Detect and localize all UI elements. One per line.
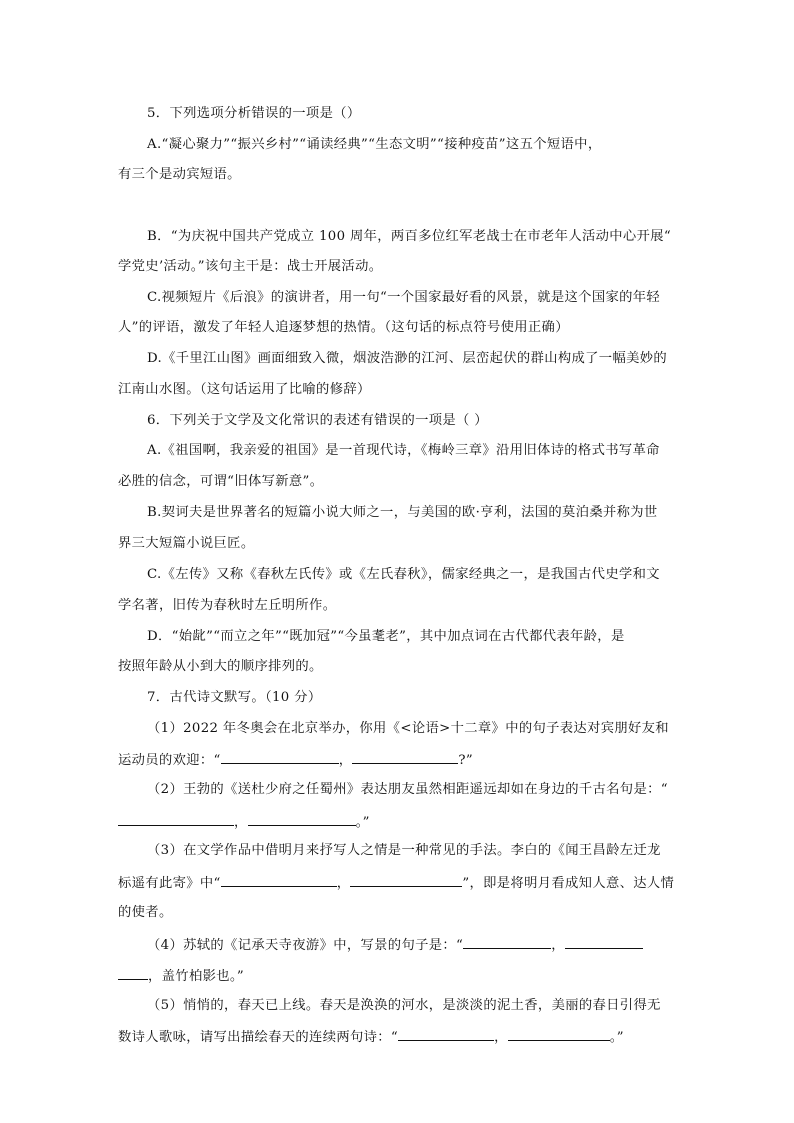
q7-part2-separator: ， [234, 815, 248, 830]
q5-option-c-line1: C.视频短片《后浪》的演讲者，用一句“一个国家最好看的风景，就是这个国家的年轻 [147, 290, 661, 305]
q5-option-b-line2: 学党史’活动。”该句主干是：战士开展活动。 [118, 259, 383, 274]
q7-part5-suffix: 。” [609, 1030, 624, 1045]
q7-part2-line2 [118, 812, 370, 832]
answer-blank[interactable] [508, 1027, 610, 1041]
answer-blank[interactable] [398, 1027, 494, 1041]
answer-blank[interactable] [248, 812, 356, 826]
q7-part1-suffix: ?” [458, 753, 473, 768]
answer-blank[interactable] [463, 935, 551, 949]
q5-option-d-line2: 江南山水图。（这句话运用了比喻的修辞） [118, 382, 371, 397]
q7-part3-line1: （3）在文学作品中借明月来抒写人之情是一种常见的手法。李白的《闻王昌龄左迁龙 [147, 843, 661, 858]
q7-stem: 7．古代诗文默写。（10 分） [147, 690, 322, 705]
q7-part4-prefix: （4）苏轼的《记承天寺夜游》中，写景的句子是：“ [147, 938, 464, 953]
q7-part1-prefix: 运动员的欢迎：“ [118, 753, 221, 768]
q7-part3-prefix: 标遥有此寄》中“ [118, 876, 221, 891]
q6-option-a-line1: A.《祖国啊，我亲爱的祖国》是一首现代诗，《梅岭三章》沿用旧体诗的格式书写革命 [147, 443, 660, 458]
answer-blank[interactable] [350, 873, 462, 887]
q5-stem: 5．下列选项分析错误的一项是（） [147, 106, 361, 121]
answer-blank[interactable] [221, 873, 337, 887]
answer-blank[interactable] [118, 966, 148, 980]
q7-part5-line1: （5）悄悄的，春天已上线。春天是涣涣的河水，是淡淡的泥土香，美丽的春日引得无 [147, 998, 661, 1013]
q7-part5-line2 [118, 1027, 624, 1047]
q7-part2-suffix: 。” [355, 815, 370, 830]
answer-blank[interactable] [565, 935, 643, 949]
q7-part4-line2 [118, 966, 244, 986]
q7-part5-prefix: 数诗人歌咏，请写出描绘春天的连续两句诗：“ [118, 1030, 399, 1045]
q7-part1-line1: （1）2022 年冬奥会在北京举办，你用《<论语>十二章》中的句子表达对宾朋好友和 [147, 721, 669, 736]
q7-part5-separator: ， [494, 1030, 508, 1045]
q6-option-d-line2: 按照年龄从小到大的顺序排列的。 [118, 659, 323, 674]
q5-option-d-line1: D.《千里江山图》画面细致入微，烟波浩渺的江河、层峦起伏的群山构成了一幅美妙的 [147, 351, 668, 366]
q7-part4-separator: ， [551, 938, 565, 953]
q7-part3-suffix: ”，即是将明月看成知人意、达人情 [462, 876, 675, 891]
q5-option-a-line2: 有三个是动宾短语。 [118, 167, 241, 182]
q6-option-b-line2: 界三大短篇小说巨匠。 [118, 536, 255, 551]
q7-part2-line1: （2）王勃的《送杜少府之任蜀州》表达朋友虽然相距遥远却如在身边的千古名句是：“ [147, 782, 668, 797]
q7-part1-separator: ， [338, 753, 353, 768]
q7-part4-line1 [147, 935, 643, 955]
q7-part3-line3: 的使者。 [118, 905, 173, 920]
answer-blank[interactable] [221, 750, 339, 764]
q7-part1-line2 [118, 750, 473, 770]
q6-option-c-line1: C.《左传》又称《春秋左氏传》或《左氏春秋》，儒家经典之一，是我国古代史学和文 [147, 567, 660, 582]
q7-part3-line2 [118, 873, 674, 893]
q7-part3-separator: ， [336, 876, 351, 891]
q5-option-a-line1: A.“凝心聚力”“振兴乡村”“诵读经典”“生态文明”“接种疫苗”这五个短语中， [147, 137, 602, 152]
q6-option-c-line2: 学名著，旧传为春秋时左丘明所作。 [118, 598, 337, 613]
answer-blank[interactable] [352, 750, 458, 764]
q6-option-d-line1: D．“始龀”“而立之年”“既加冠”“今虽耄老”，其中加点词在古代都代表年龄，是 [147, 629, 625, 644]
q7-part4-suffix: ，盖竹柏影也。” [148, 969, 245, 984]
answer-blank[interactable] [118, 812, 234, 826]
q5-option-b-line1: B．“为庆祝中国共产党成立 100 周年，两百多位红军老战士在市老年人活动中心开展“ [147, 229, 671, 244]
q6-stem: 6．下列关于文学及文化常识的表述有错误的一项是（ ） [147, 413, 488, 428]
q6-option-a-line2: 必胜的信念，可谓“旧体写新意”。 [118, 474, 324, 489]
q6-option-b-line1: B.契诃夫是世界著名的短篇小说大师之一，与美国的欧·亨利，法国的莫泊桑并称为世 [147, 505, 658, 520]
q5-option-c-line2: 人”的评语，激发了年轻人追逐梦想的热情。（这句话的标点符号使用正确） [118, 320, 569, 335]
